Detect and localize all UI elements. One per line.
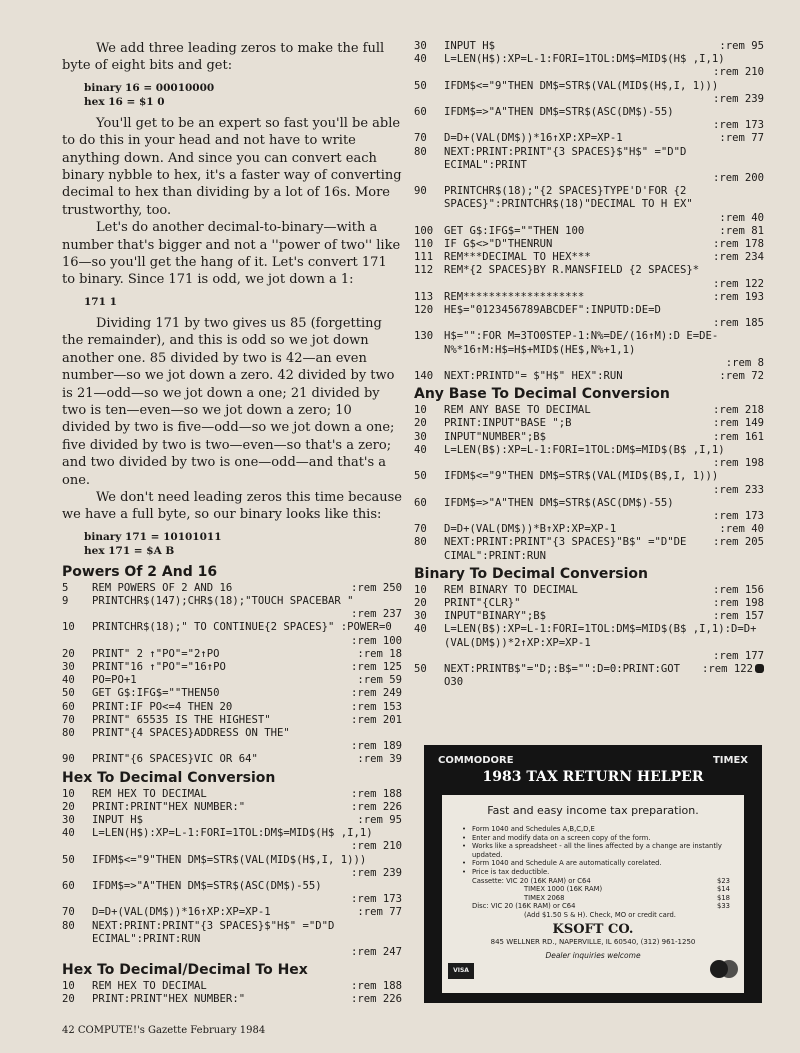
listing-title-anybase: Any Base To Decimal Conversion [414,386,670,403]
ad-price-row [472,902,744,911]
code-line [414,404,764,417]
ad-panel [442,795,744,993]
listing-powers [62,582,402,767]
checksum: :rem 156 [712,583,764,596]
checksum: :rem 250 [350,581,402,594]
checksum: :rem 39 [357,753,402,766]
line-number: 20 [62,800,75,813]
checksum: :rem 125 [350,660,402,673]
checksum: :rem 198 [712,457,764,470]
checksum: :rem 95 [719,40,764,52]
checksum: :rem 40 [719,211,764,224]
line-number: 40 [62,674,75,687]
paragraph: We don't need leading zeros this time because we have a full byte, so our binary looks like this: [62,489,402,523]
code-text: PRINTCHR$(18);"{2 SPACES}TYPE'D'FOR {2 SPACES}":PRINTCHR$(18)"DECIMAL TO H EX" [444,185,693,211]
code-text: REM HEX TO DECIMAL [92,980,207,993]
line-number: 120 [414,304,434,317]
checksum: :rem 210 [350,840,402,853]
code-line [62,753,402,766]
checksum: :rem 100 [350,634,402,647]
checksum: :rem 200 [712,172,764,185]
checksum: :rem 249 [350,687,402,700]
checksum: :rem 77 [357,906,402,919]
code-line [414,80,764,106]
checksum: :rem 239 [350,866,402,879]
ad-price-label: TIMEX 2068 [524,893,565,902]
code-line [62,687,402,700]
code-text: PRINTCHR$(18);" TO CONTINUE{2 SPACES}" :POWER=0 [92,621,392,634]
code-line [62,880,402,906]
code-text: GET G$:IFG$=""THEN50 [92,687,220,700]
code-line [62,621,402,647]
right-column [414,40,764,689]
ad-dealer-note: Dealer inquiries welcome [545,950,641,960]
code-text: IFDM$<="9"THEN DM$=STR$(VAL(MID$(B$,I, 1))) [444,470,719,483]
line-number: 130 [414,330,434,343]
checksum: :rem 198 [712,596,764,609]
checksum: :rem 81 [719,224,764,237]
code-text: IFDM$=>"A"THEN DM$=STR$(ASC(DM$)-55) [444,496,674,509]
calc-line: 171 1 [84,295,117,308]
code-line [414,264,764,290]
line-number: 60 [62,700,75,713]
code-text: PRINT"16 ↑"PO"="16↑PO [92,660,226,673]
code-line [414,597,764,610]
line-number: 60 [62,880,75,893]
code-line [62,788,402,801]
checksum: :rem 189 [350,740,402,753]
code-text: NEXT:PRINTD"= $"H$" HEX":RUN [444,370,623,383]
line-number: 90 [414,185,427,198]
line-number: 10 [62,787,75,800]
code-text: PRINT"{6 SPACES}VIC OR 64" [92,753,258,766]
code-text: PRINT:IF PO<=4 THEN 20 [92,700,233,713]
code-line [62,827,402,853]
line-number: 80 [62,919,75,932]
end-of-article-icon [755,664,764,673]
listing-title-powers: Powers Of 2 And 16 [62,563,218,580]
code-line [62,801,402,814]
checksum: :rem 193 [712,290,764,303]
code-text: INPUT H$ [444,40,496,52]
line-number: 5 [62,581,69,594]
paragraph: You'll get to be an expert so fast you'll be able to do this in your head and not have to write anything down. And since you can convert each binary nybble to hex, it's a faster way of converting decimal to hex than dividing by a lot of 16s. More trustworthy, too. [62,115,402,218]
line-number: 80 [414,145,427,158]
code-text: REM******************* [444,290,585,303]
line-number: 111 [414,251,434,264]
calc-line: binary 16 = 00010000 [84,81,215,94]
line-number: 50 [414,662,427,675]
checksum: :rem 122 [702,663,764,676]
code-line [414,370,764,383]
ad-feature: • Enter and modify data on a screen copy of the form. [462,834,744,843]
code-text: L=LEN(H$):XP=L-1:FORI=1TOL:DM$=MID$(H$ ,I,1) [92,827,373,840]
line-number: 60 [414,106,427,119]
code-line [62,648,402,661]
line-number: 30 [62,814,75,826]
ad-price-row [472,877,744,886]
line-number: 40 [62,827,75,840]
listing-title-hexdec2: Hex To Decimal/Decimal To Hex [62,962,308,979]
checksum: :rem 173 [712,509,764,522]
paragraph: Dividing 171 by two gives us 85 (forgetting the remainder), and this is odd so we jot down another one. 85 divided by two is 42—an even number—so we jot down a zero. 42 divided by two is 21—odd—so we jot down a one; 21 divided by two is ten—even—so we jot down a zero; 10 divided by two is five—odd—so we jot down a one; five divided by two is two—even—so that's a zero; and two divided by two is one—odd—and that's a one. [62,315,395,488]
code-text: PO=PO+1 [92,674,137,687]
code-line [414,584,764,597]
code-text: GET G$:IFG$=""THEN 100 [444,224,585,237]
checksum: :rem 77 [719,132,764,145]
code-text: IF G$<>"D"THENRUN [444,238,553,251]
checksum: :rem 237 [350,608,402,621]
code-text: HE$="0123456789ABCDEF":INPUTD:DE=D [444,304,661,317]
line-number: 110 [414,238,434,251]
code-text: REM BINARY TO DECIMAL [444,583,578,596]
ad-feature: • Form 1040 and Schedule A are automatically corelated. [462,859,744,868]
line-number: 30 [414,610,427,623]
code-text: L=LEN(B$):XP=L-1:FORI=1TOL:DM$=MID$(B$ ,I,1) [444,443,725,456]
line-number: 100 [414,224,434,237]
ad-price-label: TIMEX 1000 (16K RAM) [524,885,603,894]
code-text: INPUT"NUMBER";B$ [444,430,547,443]
ad-price-row [472,894,744,903]
line-number: 90 [62,753,75,766]
checksum: :rem 218 [712,404,764,417]
code-line [414,623,764,663]
code-line [414,444,764,470]
code-line [414,225,764,238]
code-line [414,610,764,623]
code-text: REM*{2 SPACES}BY R.MANSFIELD {2 SPACES}* [444,264,700,277]
ad-shipping: (Add $1.50 S & H). Check, MO or credit card. [524,910,676,919]
checksum: :rem 201 [350,713,402,726]
ad-brand-right: TIMEX [712,755,748,766]
calc-block-171-result [84,530,402,558]
code-line [414,146,764,186]
visa-card-icon: VISA [448,963,474,979]
code-text: PRINT:PRINT"HEX NUMBER:" [92,993,246,1006]
ad-brand-left: COMMODORE [438,755,514,766]
line-number: 20 [414,596,427,609]
advertisement [424,745,762,1003]
line-number: 40 [414,53,427,66]
code-text: NEXT:PRINTB$"="D;:B$="":D=0:PRINT:GOT O30 [444,662,687,689]
listing-hexdec2-start [62,980,402,1006]
code-text: REM POWERS OF 2 AND 16 [92,581,233,594]
line-number: 40 [414,443,427,456]
line-number: 30 [414,40,427,52]
checksum: :rem 210 [712,66,764,79]
ad-price-value: $18 [717,893,730,902]
ad-feature-price: Price is tax deductible. [472,867,550,876]
code-line [414,132,764,145]
line-number: 40 [414,623,427,636]
ad-address: 845 WELLNER RD., NAPERVILLE, IL 60540, (312) 961-1250 [490,937,696,946]
line-number: 70 [414,132,427,145]
code-text: PRINTCHR$(147);CHR$(18);"TOUCH SPACEBAR " [92,594,354,607]
checksum: :rem 149 [712,417,764,430]
ad-feature [462,868,744,920]
checksum: :rem 157 [712,610,764,623]
checksum: :rem 185 [712,317,764,330]
code-text: PRINT" 65535 IS THE HIGHEST" [92,713,271,726]
code-line [62,661,402,674]
code-line [62,854,402,880]
calc-line: hex 16 = $1 0 [84,95,165,108]
ad-tagline: Fast and easy income tax preparation. [487,804,699,817]
code-text: IFDM$=>"A"THEN DM$=STR$(ASC(DM$)-55) [92,880,322,893]
code-text: PRINT:INPUT"BASE ";B [444,417,572,430]
line-number: 113 [414,290,434,303]
checksum: :rem 173 [712,119,764,132]
code-line [414,536,764,562]
code-line [414,304,764,330]
code-line [414,291,764,304]
code-text: REM***DECIMAL TO HEX*** [444,251,591,264]
calc-line: hex 171 = $A B [84,544,175,557]
checksum: :rem 72 [719,370,764,383]
code-text: D=D+(VAL(DM$))*16↑XP:XP=XP-1 [444,132,623,145]
listing-anybase [414,404,764,562]
code-line [414,53,764,79]
code-line [62,906,402,919]
checksum: :rem 59 [357,674,402,687]
left-column [62,40,402,1007]
ad-price-label: Cassette: VIC 20 (16K RAM) or C64 [472,876,591,885]
line-number: 50 [62,853,75,866]
code-text: NEXT:PRINT:PRINT"{3 SPACES}"B$" ="D"DE CIMAL":PRINT:RUN [444,536,693,562]
calc-block-16 [84,81,402,109]
code-line [62,701,402,714]
listing-title-hexdec: Hex To Decimal Conversion [62,769,276,786]
ad-feature-list [462,825,744,920]
checksum: :rem 239 [712,92,764,105]
checksum: :rem 173 [350,893,402,906]
ad-price-value: $14 [717,885,730,894]
code-text: NEXT:PRINT:PRINT"{3 SPACES}$"H$" ="D"D ECIMAL":PRINT:RUN [92,919,341,945]
line-number: 80 [62,726,75,739]
line-number: 60 [414,496,427,509]
code-text: L=LEN(B$):XP=L-1:FORI=1TOL:DM$=MID$(B$ ,I,1):D=D+(VAL(DM$))*2↑XP:XP=XP-1 [444,623,757,649]
code-line [414,106,764,132]
code-text: REM HEX TO DECIMAL [92,787,207,800]
code-line [62,674,402,687]
code-text: REM ANY BASE TO DECIMAL [444,404,591,417]
line-number: 20 [62,647,75,660]
checksum: :rem 95 [357,814,402,826]
line-number: 140 [414,370,434,383]
code-text: PRINT:PRINT"HEX NUMBER:" [92,800,246,813]
line-number: 70 [62,906,75,919]
code-text: INPUT H$ [92,814,144,826]
code-line [414,185,764,225]
paragraph: We add three leading zeros to make the full byte of eight bits and get: [62,41,385,74]
code-text: PRINT"{4 SPACES}ADDRESS ON THE" [92,726,290,739]
checksum: :rem 18 [357,647,402,660]
line-number: 50 [414,79,427,92]
checksum: :rem 177 [712,649,764,662]
code-text: D=D+(VAL(DM$))*16↑XP:XP=XP-1 [92,906,271,919]
line-number: 9 [62,594,69,607]
line-number: 10 [414,404,427,417]
code-line [62,714,402,727]
line-number: 30 [414,430,427,443]
checksum: :rem 233 [712,483,764,496]
code-text: IFDM$=>"A"THEN DM$=STR$(ASC(DM$)-55) [444,106,674,119]
code-line [414,523,764,536]
listing-hexdec [62,788,402,960]
checksum: :rem 247 [350,946,402,959]
listing-bindec [414,584,764,690]
line-number: 70 [414,523,427,536]
ad-price-label: Disc: VIC 20 (16K RAM) or C64 [472,902,576,911]
ad-price-value: $23 [717,876,730,885]
code-text: NEXT:PRINT:PRINT"{3 SPACES}$"H$" ="D"D ECIMAL":PRINT [444,145,693,171]
code-line [62,582,402,595]
checksum: :rem 161 [712,430,764,443]
checksum: :rem 234 [712,251,764,264]
code-text: PRINT" 2 ↑"PO"="2↑PO [92,647,220,660]
line-number: 30 [62,660,75,673]
listing-title-bindec: Binary To Decimal Conversion [414,565,648,582]
paragraph: Let's do another decimal-to-binary—with a number that's bigger and not a ''power of two'' like 16—so you'll get the hang of it. Let's convert 171 to binary. Since 171 is odd, we jot down a 1: [62,220,401,288]
code-line [62,814,402,827]
code-line [414,497,764,523]
line-number: 10 [414,583,427,596]
line-number: 20 [414,417,427,430]
line-number: 112 [414,264,434,277]
line-number: 20 [62,993,75,1006]
code-line [414,417,764,430]
checksum: :rem 188 [350,980,402,993]
ad-brand-row [424,745,762,766]
line-number: 80 [414,536,427,549]
code-line [414,238,764,251]
code-line [414,40,764,53]
checksum: :rem 122 [712,277,764,290]
ad-price-value: $33 [717,902,730,911]
code-line [62,920,402,960]
code-text: IFDM$<="9"THEN DM$=STR$(VAL(MID$(H$,I, 1))) [444,79,719,92]
line-number: 70 [62,713,75,726]
checksum: :rem 40 [719,523,764,536]
line-number: 50 [414,470,427,483]
code-text: PRINT"{CLR}" [444,596,521,609]
code-line [62,595,402,621]
ad-company: KSOFT CO. [552,921,634,937]
checksum: :rem 153 [350,700,402,713]
listing-hexdec2-continued [414,40,764,383]
checksum: :rem 226 [350,800,402,813]
calc-line: binary 171 = 10101011 [84,530,222,543]
code-text: L=LEN(H$):XP=L-1:FORI=1TOL:DM$=MID$(H$ ,I,1) [444,53,725,66]
checksum: :rem 188 [350,787,402,800]
code-line [414,470,764,496]
checksum: :rem 178 [712,238,764,251]
code-line [414,431,764,444]
ad-feature: • Works like a spreadsheet - all the lines affected by a change are instantly updated. [462,842,744,859]
checksum: :rem 226 [350,993,402,1006]
line-number: 50 [62,687,75,700]
calc-block-171 [84,295,402,309]
code-line [62,727,402,753]
code-line [62,993,402,1006]
ad-feature: • Form 1040 and Schedules A,B,C,D,E [462,825,744,834]
code-text: IFDM$<="9"THEN DM$=STR$(VAL(MID$(H$,I, 1))) [92,853,367,866]
code-line [414,330,764,370]
code-text: D=D+(VAL(DM$))*B↑XP:XP=XP-1 [444,523,617,536]
code-line [62,980,402,993]
code-text: INPUT"BINARY";B$ [444,610,547,623]
checksum: :rem 205 [712,536,764,549]
ad-price-row [472,885,744,894]
line-number: 10 [62,980,75,993]
ad-title: 1983 TAX RETURN HELPER [482,769,704,785]
checksum: :rem 8 [725,356,764,369]
code-text: H$="":FOR M=3TO0STEP-1:N%=DE/(16↑M):D E=DE-N%*16↑M:H$=H$+MID$(HE$,N%+1,1) [444,330,719,356]
mastercard-icon [710,960,738,980]
page-footer: 42 COMPUTE!'s Gazette February 1984 [62,1025,266,1036]
code-line [414,251,764,264]
code-line [414,663,764,689]
line-number: 10 [62,621,75,634]
